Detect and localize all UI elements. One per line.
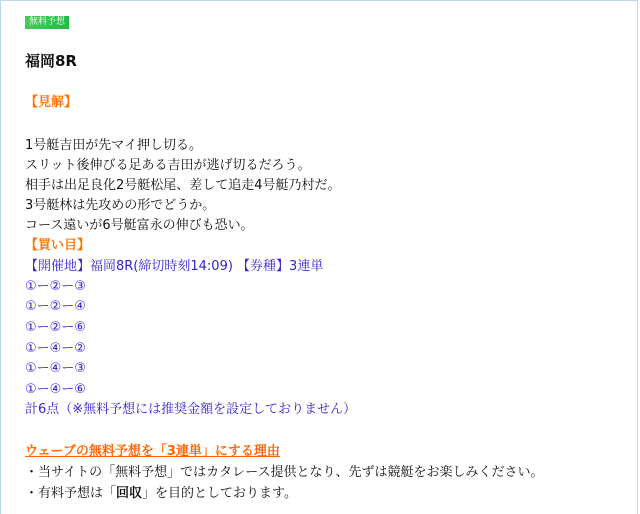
paid-note-prefix: ・有料予想は「 [25, 486, 117, 501]
bet-combination: ①ー②ー④ [25, 299, 86, 314]
free-prediction-note: ・当サイトの「無料予想」ではカタレース提供となり、先ずは競艇をお楽しみください。 [25, 465, 544, 480]
total-points-line: 計6点（※無料予想には推奨金額を設定しておりません） [25, 402, 357, 417]
analysis-line: 3号艇林は先攻めの形でどうか。 [25, 198, 216, 213]
paid-note-suffix: 」を目的としております。 [142, 486, 297, 501]
bet-combination: ①ー④ー⑥ [25, 382, 86, 397]
free-prediction-badge: 無料予想 [25, 16, 69, 29]
race-title: 福岡8R [25, 52, 77, 70]
analysis-line: 1号艇吉田が先マイ押し切る。 [25, 138, 203, 153]
paid-prediction-note [25, 485, 297, 503]
analysis-line: 相手は出足良化2号艇松尾、差して追走4号艇乃村だ。 [25, 178, 341, 193]
bet-combination: ①ー②ー⑥ [25, 320, 86, 335]
venue-line: 【開催地】福岡8R(締切時刻14:09) 【券種】3連単 [25, 259, 324, 274]
bet-combination: ①ー④ー③ [25, 361, 86, 376]
analysis-line: コース遠いが6号艇富永の伸びも恐い。 [25, 218, 254, 233]
trifecta-reason-link[interactable]: ウェーブの無料予想を「3連単」にする理由 [25, 444, 280, 459]
bets-heading: 【買い目】 [25, 238, 91, 253]
bet-combination: ①ー④ー② [25, 341, 86, 356]
paid-note-emphasis: 回収 [116, 486, 143, 501]
bet-combination: ①ー②ー③ [25, 279, 86, 294]
analysis-line: スリット後伸びる足ある吉田が逃げ切るだろう。 [25, 158, 311, 173]
analysis-heading: 【見解】 [25, 95, 78, 110]
